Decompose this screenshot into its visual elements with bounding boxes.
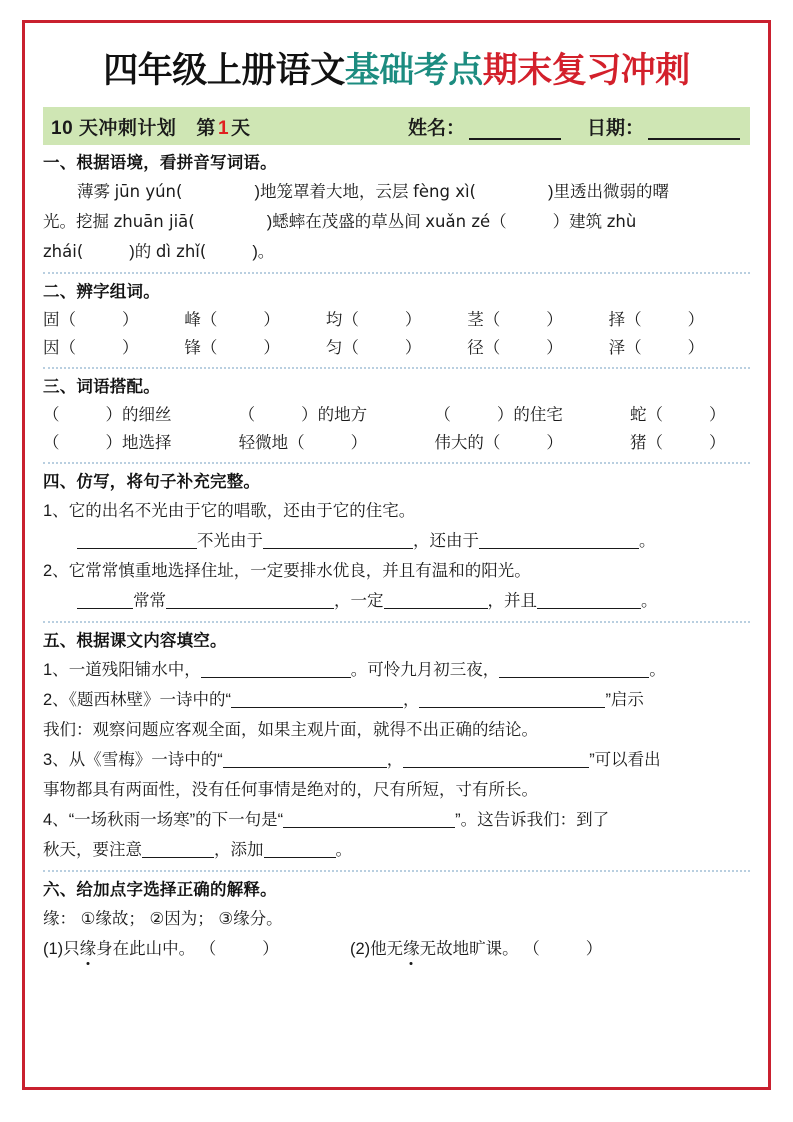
s5-q4-blank-3[interactable]: [264, 839, 336, 858]
page-title: [43, 51, 750, 91]
s2-char-2: 峰（: [184, 311, 218, 330]
s3-cell-4[interactable]: [630, 401, 750, 429]
s4-q2-text: 它常常慎重地选择住址，一定要排水优良，并且有温和的阳光。: [68, 562, 531, 581]
s2-cell-5[interactable]: [609, 306, 750, 334]
s5-q2-text-b: ，: [402, 691, 420, 710]
s2-close-10: ）: [687, 339, 705, 358]
s5-q3-blank-1[interactable]: [223, 749, 387, 768]
s4-q2-blank-2[interactable]: [166, 590, 334, 609]
s1-text-h: )。: [252, 243, 275, 262]
s6-item-2-text-b: 无故地旷课。 （: [419, 940, 540, 959]
s5-q4-blank-2[interactable]: [142, 839, 214, 858]
s2-cell-7[interactable]: [184, 334, 325, 362]
s2-cell-6[interactable]: [43, 334, 184, 362]
section-six-definitions: [43, 904, 750, 934]
s3-tail-4: ）: [709, 406, 726, 425]
s2-char-7: 锋（: [184, 339, 218, 358]
divider-5: [43, 870, 750, 872]
section-six: [43, 876, 750, 964]
s5-q1-label: 1、: [43, 661, 69, 680]
s4-q2-conn-1: 常常: [133, 592, 166, 611]
name-label: 姓名：: [407, 117, 465, 139]
s1-text-a: 薄雾: [77, 183, 110, 202]
section-five-q3-cont: [43, 775, 750, 805]
s5-q4-end: 。: [335, 841, 352, 860]
day-number: 1: [217, 117, 230, 139]
section-four-q2: [43, 556, 750, 586]
s3-tail-7: ）: [546, 434, 563, 453]
s3-tail-8: ）: [709, 434, 726, 453]
s6-item-1-dotted-char: 缘: [80, 934, 97, 964]
s5-q1-text-a: 一道残阳铺水中，: [68, 661, 201, 680]
s1-pinyin-1: jūn yún(: [114, 182, 183, 202]
section-five: [43, 627, 750, 865]
s1-pinyin-4: xuǎn zé（: [425, 212, 507, 232]
s1-pinyin-2: fèng xì(: [413, 182, 476, 202]
section-three: [43, 373, 750, 457]
s3-cell-3[interactable]: [434, 401, 630, 429]
s5-q2-text-c: ”启示: [605, 691, 644, 710]
s5-q2-blank-1[interactable]: [231, 689, 403, 708]
section-six-items: [43, 934, 750, 964]
title-part-focus: 基础考点: [344, 51, 483, 90]
day-prefix-label: 第: [196, 117, 216, 139]
s2-close-2: ）: [263, 311, 280, 330]
s4-q2-blank-3[interactable]: [384, 590, 488, 609]
s4-q1-conn-1: 不光由于: [197, 532, 263, 551]
s4-q1-conn-2: ，还由于: [413, 532, 479, 551]
s3-open-1: （: [43, 406, 60, 425]
s5-q4-text-b: ”。这告诉我们：到了: [455, 811, 610, 830]
section-five-q2: [43, 685, 750, 715]
divider-1: [43, 272, 750, 274]
s2-char-10: 泽（: [608, 339, 642, 358]
s3-tail-2: ）的地方: [301, 406, 368, 425]
section-four-q1: [43, 496, 750, 526]
s4-q1-text: 它的出名不光由于它的唱歌，还由于它的住宅。: [68, 502, 416, 521]
s4-q2-end: 。: [641, 592, 658, 611]
s2-char-4: 茎（: [467, 311, 501, 330]
s1-text-f: ）建筑: [552, 213, 603, 232]
date-input-rule[interactable]: [648, 121, 740, 140]
section-five-q4: [43, 805, 750, 835]
section-one-heading: 一、根据语境，看拼音写词语。: [43, 154, 277, 173]
s1-text-d: 光。挖掘: [43, 213, 109, 232]
s2-char-8: 匀（: [325, 339, 359, 358]
s5-q3-blank-2[interactable]: [403, 749, 589, 768]
s4-q2-label: 2、: [43, 562, 69, 581]
section-four: [43, 468, 750, 616]
s5-q1-blank-2[interactable]: [499, 659, 649, 678]
section-five-q1: [43, 655, 750, 685]
s5-q3-text-a: 从《雪梅》一诗中的“: [68, 751, 223, 770]
s2-close-7: ）: [263, 339, 280, 358]
s2-close-3: ）: [404, 311, 422, 330]
section-six-heading: 六、给加点字选择正确的解释。: [43, 881, 277, 900]
s2-char-9: 径（: [467, 339, 501, 358]
s6-item-2-close: ）: [585, 940, 603, 959]
s2-close-9: ）: [546, 339, 563, 358]
section-two: [43, 278, 750, 362]
s1-text-c: )里透出微弱的曙: [548, 183, 669, 202]
s5-q2-label: 2、: [43, 691, 69, 710]
s2-close-1: ）: [122, 311, 139, 330]
section-two-row-2: [43, 334, 750, 362]
s5-q3-label: 3、: [43, 751, 69, 770]
s1-pinyin-3: zhuān jiā(: [113, 212, 195, 232]
s2-char-1: 固（: [43, 311, 76, 330]
s3-cell-6[interactable]: [239, 429, 435, 457]
s2-close-5: ）: [687, 311, 705, 330]
s6-def-3: ③缘分。: [218, 909, 283, 929]
section-two-heading: 二、辨字组词。: [43, 283, 160, 302]
date-label: 日期：: [586, 117, 644, 139]
divider-3: [43, 462, 750, 464]
section-five-q2-cont: [43, 715, 750, 745]
section-four-q1-fill: [43, 526, 750, 556]
s6-def-2: ②因为；: [149, 909, 214, 929]
s3-cell-5[interactable]: [43, 429, 239, 457]
plan-header-bar: [43, 107, 750, 145]
s4-q2-conn-2: ，一定: [334, 592, 384, 611]
s3-open-3: （: [434, 406, 451, 425]
s5-q3-text-c: ”可以看出: [589, 751, 661, 770]
s3-open-7: 伟大的（: [434, 434, 501, 453]
s6-def-1: ①缘故；: [80, 909, 145, 929]
s3-tail-3: ）的住宅: [496, 406, 563, 425]
s3-open-6: 轻微地（: [238, 434, 305, 453]
s6-item-1[interactable]: [43, 940, 279, 958]
s6-item-2[interactable]: [350, 940, 602, 958]
s5-q1-blank-1[interactable]: [201, 659, 351, 678]
s6-item-1-close: ）: [262, 940, 279, 959]
section-one-line-2: [43, 207, 750, 237]
title-part-review: 期末复习冲刺: [482, 51, 690, 90]
section-five-q3: [43, 745, 750, 775]
s2-close-8: ）: [404, 339, 422, 358]
s4-q2-blank-4[interactable]: [537, 590, 641, 609]
section-two-row-1: [43, 306, 750, 334]
s3-tail-5: ）地选择: [105, 434, 172, 453]
divider-4: [43, 621, 750, 623]
s3-open-8: 猪（: [630, 434, 664, 453]
s5-q2-text-a: 《题西林壁》一诗中的“: [68, 691, 231, 710]
name-input-rule[interactable]: [469, 121, 561, 140]
page-frame: [22, 20, 771, 1090]
s5-q1-end: 。: [649, 661, 666, 680]
section-one-line-3: [43, 237, 750, 267]
s3-cell-8[interactable]: [630, 429, 750, 457]
name-field[interactable]: [408, 113, 561, 140]
s2-char-3: 均（: [325, 311, 359, 330]
s4-q1-blank-3[interactable]: [479, 530, 639, 549]
s4-q1-blank-2[interactable]: [263, 530, 413, 549]
day-suffix-label: 天: [231, 117, 251, 139]
s4-q2-blank-1[interactable]: [77, 590, 133, 609]
s1-pinyin-5: zhù: [606, 212, 637, 232]
s5-q4-text-a: “一场秋雨一场寒”的下一句是“: [68, 811, 284, 830]
s1-text-b: )地笼罩着大地，云层: [254, 183, 409, 202]
s6-item-1-text-b: 身在此山中。 （: [96, 940, 217, 959]
s4-q1-blank-1[interactable]: [77, 530, 197, 549]
s2-close-4: ）: [546, 311, 563, 330]
s6-def-head: 缘：: [43, 910, 76, 929]
s5-q2-cont: 我们：观察问题应客观全面，如果主观片面，就得不出正确的结论。: [43, 721, 538, 740]
s2-char-6: 因（: [43, 339, 76, 358]
s5-q4-cont-b: ，添加: [214, 841, 264, 860]
section-one: [43, 149, 750, 267]
s3-open-4: 蛇（: [630, 406, 664, 425]
s3-tail-6: ）: [350, 434, 368, 453]
s4-q2-conn-3: ，并且: [487, 592, 537, 611]
s3-open-5: （: [43, 434, 60, 453]
s2-cell-2[interactable]: [184, 306, 325, 334]
s3-cell-7[interactable]: [434, 429, 630, 457]
s2-close-6: ）: [122, 339, 139, 358]
s2-cell-1[interactable]: [43, 306, 184, 334]
s2-cell-3[interactable]: [326, 306, 467, 334]
section-one-line-1: [43, 177, 750, 207]
s1-text-e: )蟋蟀在茂盛的草丛间: [266, 213, 421, 232]
s5-q2-blank-2[interactable]: [419, 689, 605, 708]
date-field[interactable]: [587, 113, 740, 140]
section-three-heading: 三、词语搭配。: [43, 378, 160, 397]
s5-q4-cont-a: 秋天，要注意: [43, 841, 142, 860]
s3-cell-2[interactable]: [239, 401, 435, 429]
section-three-row-1: [43, 401, 750, 429]
s6-item-2-dotted-char: 缘: [403, 934, 420, 964]
s2-cell-8[interactable]: [326, 334, 467, 362]
s5-q1-text-b: 。可怜九月初三夜，: [350, 661, 500, 680]
s1-text-g: )的: [129, 243, 152, 262]
plan-label: 10 天冲刺计划: [51, 117, 177, 139]
s2-cell-9[interactable]: [467, 334, 608, 362]
s6-item-1-text-a: (1)只: [43, 940, 80, 959]
s3-tail-1: ）的细丝: [105, 406, 172, 425]
s6-item-2-text-a: (2)他无: [349, 940, 404, 959]
section-five-q4-cont: [43, 835, 750, 865]
s5-q4-label: 4、: [43, 811, 69, 830]
title-part-grade: 四年级上册语文: [103, 51, 345, 90]
s5-q4-blank-1[interactable]: [283, 809, 455, 828]
section-three-row-2: [43, 429, 750, 457]
s3-cell-1[interactable]: [43, 401, 239, 429]
s3-open-2: （: [238, 406, 256, 425]
s1-pinyin-6: zhái(: [43, 242, 84, 262]
section-four-q2-fill: [43, 586, 750, 616]
section-four-heading: 四、仿写，将句子补充完整。: [43, 473, 261, 492]
s4-q1-label: 1、: [43, 502, 69, 521]
s4-q1-end: 。: [639, 532, 656, 551]
s2-char-5: 择（: [608, 311, 642, 330]
s2-cell-4[interactable]: [467, 306, 608, 334]
section-five-heading: 五、根据课文内容填空。: [43, 632, 227, 651]
s1-pinyin-7: dì zhǐ(: [155, 242, 207, 262]
s2-cell-10[interactable]: [609, 334, 750, 362]
s5-q3-text-b: ，: [386, 751, 404, 770]
s5-q3-cont: 事物都具有两面性，没有任何事情是绝对的，尺有所短，寸有所长。: [43, 781, 538, 800]
divider-2: [43, 367, 750, 369]
